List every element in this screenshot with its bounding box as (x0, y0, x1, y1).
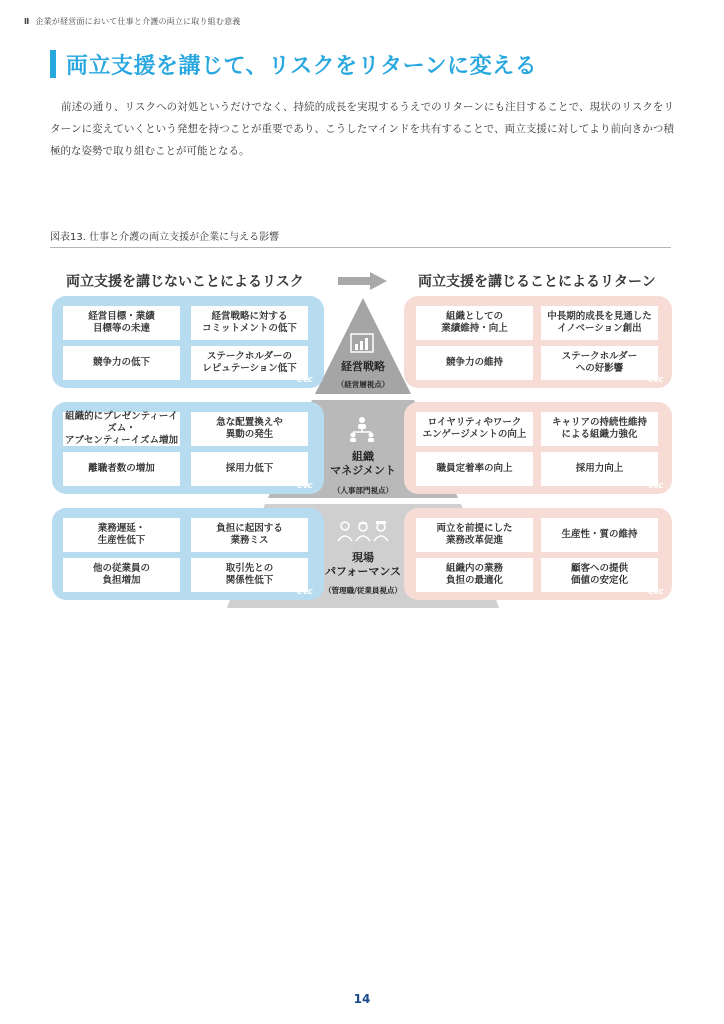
return-item: ロイヤリティやワーク エンゲージメントの向上 (416, 412, 533, 446)
return-etc-label: etc (648, 375, 664, 385)
return-item: 中長期的成長を見通した イノベーション創出 (541, 306, 658, 340)
risk-item: 組織的にプレゼンティーイズム・ アブセンティーイズム増加 (64, 411, 179, 446)
tier-sub-field: （管理職/従業員視点） (324, 586, 402, 595)
tier-label-strategy: 経営戦略 (341, 360, 385, 373)
right-arrow-icon (338, 271, 388, 291)
risk-item: 競争力の低下 (63, 346, 180, 380)
risk-item: 業務遅延・ 生産性低下 (63, 518, 180, 552)
return-etc-label: etc (648, 587, 664, 597)
risk-item: 急な配置換えや 異動の発生 (191, 412, 308, 446)
workers-icon (336, 520, 390, 542)
chapter-mark: Ⅱ (24, 17, 30, 26)
return-item: 顧客への提供 価値の安定化 (541, 558, 658, 592)
risk-item: 取引先との 関係性低下 (191, 558, 308, 592)
risk-item: 他の従業員の 負担増加 (63, 558, 180, 592)
risk-item: 採用力低下 (191, 452, 308, 486)
chapter-title: 企業が経営面において仕事と介護の両立に取り組む意義 (35, 17, 241, 26)
bar-chart-icon (350, 333, 374, 353)
page-title: 両立支援を講じて、リスクをリターンに変える (66, 54, 538, 79)
risk-item: 経営戦略に対する コミットメントの低下 (191, 306, 308, 340)
tier-sub-strategy: （経営層視点） (336, 380, 390, 389)
return-heading: 両立支援を講じることによるリターン (418, 274, 656, 290)
return-item: 競争力の維持 (416, 346, 533, 380)
return-item: 両立を前提にした 業務改革促進 (416, 518, 533, 552)
return-item: ステークホルダー への好影響 (541, 346, 658, 380)
return-item: 組織内の業務 負担の最適化 (416, 558, 533, 592)
risk-etc-label: etc (297, 587, 313, 597)
risk-heading: 両立支援を講じないことによるリスク (66, 274, 304, 290)
risk-item: 経営目標・業績 目標等の未達 (63, 306, 180, 340)
tier-sub-organization: （人事部門視点） (333, 486, 393, 495)
return-etc-label: etc (648, 481, 664, 491)
tier-label-field: 現場 パフォーマンス (324, 551, 402, 578)
risk-etc-label: etc (297, 481, 313, 491)
tier-label-organization: 組織 マネジメント (330, 450, 396, 477)
risk-item: ステークホルダーの レピュテーション低下 (191, 346, 308, 380)
return-item: 生産性・質の維持 (541, 518, 658, 552)
org-chart-icon (348, 416, 376, 442)
figure-caption: 図表13. 仕事と介護の両立支援が企業に与える影響 (50, 232, 280, 243)
return-item: 組織としての 業績維持・向上 (416, 306, 533, 340)
risk-item: 離職者数の増加 (63, 452, 180, 486)
risk-item: 負担に起因する 業務ミス (191, 518, 308, 552)
body-paragraph: 前述の通り、リスクへの対処というだけでなく、持続的成長を実現するうえでのリターンにも注目することで、現状のリスクをリターンに変えていくという発想を持つことが重要であり、こうしたマインドを共有することで、両立支援に対してより前向きかつ積極的な姿勢で取り組むことが可能となる。 (50, 101, 674, 157)
return-item: 採用力向上 (541, 452, 658, 486)
risk-etc-label: etc (297, 375, 313, 385)
page-number: 14 (353, 992, 371, 1006)
return-item: 職員定着率の向上 (416, 452, 533, 486)
return-item: キャリアの持続性維持 による組織力強化 (541, 412, 658, 446)
